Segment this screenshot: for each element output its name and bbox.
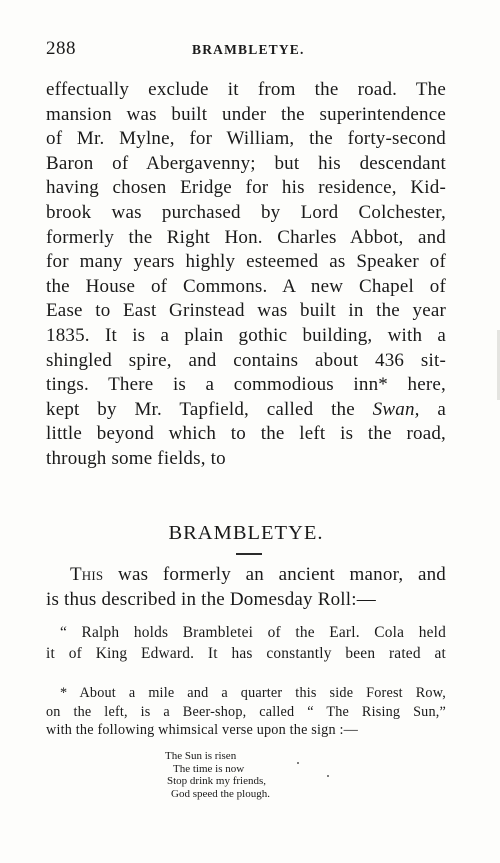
footnote-line: * About a mile and a quarter this side Forest Row,: [60, 685, 446, 701]
footnote-line: on the left, is a Beer-shop, called “ The Rising Sun,”: [46, 703, 446, 720]
quote-line: it of King Edward. It has constantly been rated at: [46, 645, 446, 662]
intro-first-word: This: [70, 564, 104, 585]
quote-line: “ Ralph holds Brambletei of the Earl. Cola held: [60, 624, 446, 641]
body-line: tings. There is a commodious inn* here,: [46, 374, 446, 396]
body-line-text: a: [419, 398, 447, 420]
footnote-line: with the following whimsical verse upon the sign :—: [46, 722, 359, 738]
intro-line-text: was formerly an ancient manor, and: [103, 564, 446, 585]
intro-line: [46, 563, 446, 588]
verse-line: The Sun is risen: [165, 750, 237, 762]
body-line: shingled spire, and contains about 436 sit-: [46, 349, 446, 371]
body-line: the House of Commons. A new Chapel of: [46, 275, 446, 297]
page-header: [46, 38, 446, 58]
body-line: Ease to East Grinstead was built in the year: [46, 300, 446, 322]
body-paragraph: [46, 78, 446, 472]
body-line: mansion was built under the superintendence: [46, 103, 446, 125]
body-line: 1835. It is a plain gothic building, with a: [46, 324, 446, 346]
intro-paragraph: [46, 563, 446, 612]
running-head: BRAMBLETYE.: [192, 42, 305, 57]
body-line-text: kept by Mr. Tapfield, called the: [46, 398, 355, 420]
verse-line: The time is now: [173, 762, 245, 775]
sign-verse: [165, 750, 365, 800]
body-line: formerly the Right Hon. Charles Abbot, and: [46, 226, 446, 248]
intro-line: is thus described in the Domesday Roll:—: [46, 588, 376, 610]
body-line: effectually exclude it from the road. The: [46, 79, 446, 100]
inn-name: Swan,: [372, 398, 420, 420]
verse-line: Stop drink my friends,: [167, 775, 266, 787]
heading-rule: [236, 553, 262, 555]
domesday-quote: [46, 622, 446, 664]
body-line: for many years highly esteemed as Speaker of: [46, 251, 446, 273]
footnote: [46, 684, 446, 740]
print-speck: [297, 762, 299, 764]
body-line: [46, 398, 446, 423]
print-speck: [327, 775, 329, 777]
body-line: through some fields, to: [46, 447, 226, 469]
body-line: little beyond which to the left is the road,: [46, 423, 446, 445]
body-line: Baron of Abergavenny; but his descendant: [46, 152, 446, 174]
body-line: of Mr. Mylne, for William, the forty-second: [46, 128, 446, 150]
section-heading: BRAMBLETYE.: [168, 522, 324, 544]
page-number: 288: [46, 38, 76, 59]
body-line: brook was purchased by Lord Colchester,: [46, 201, 446, 223]
verse-line: God speed the plough.: [171, 787, 270, 800]
body-line: having chosen Eridge for his residence, Kid-: [46, 177, 446, 199]
